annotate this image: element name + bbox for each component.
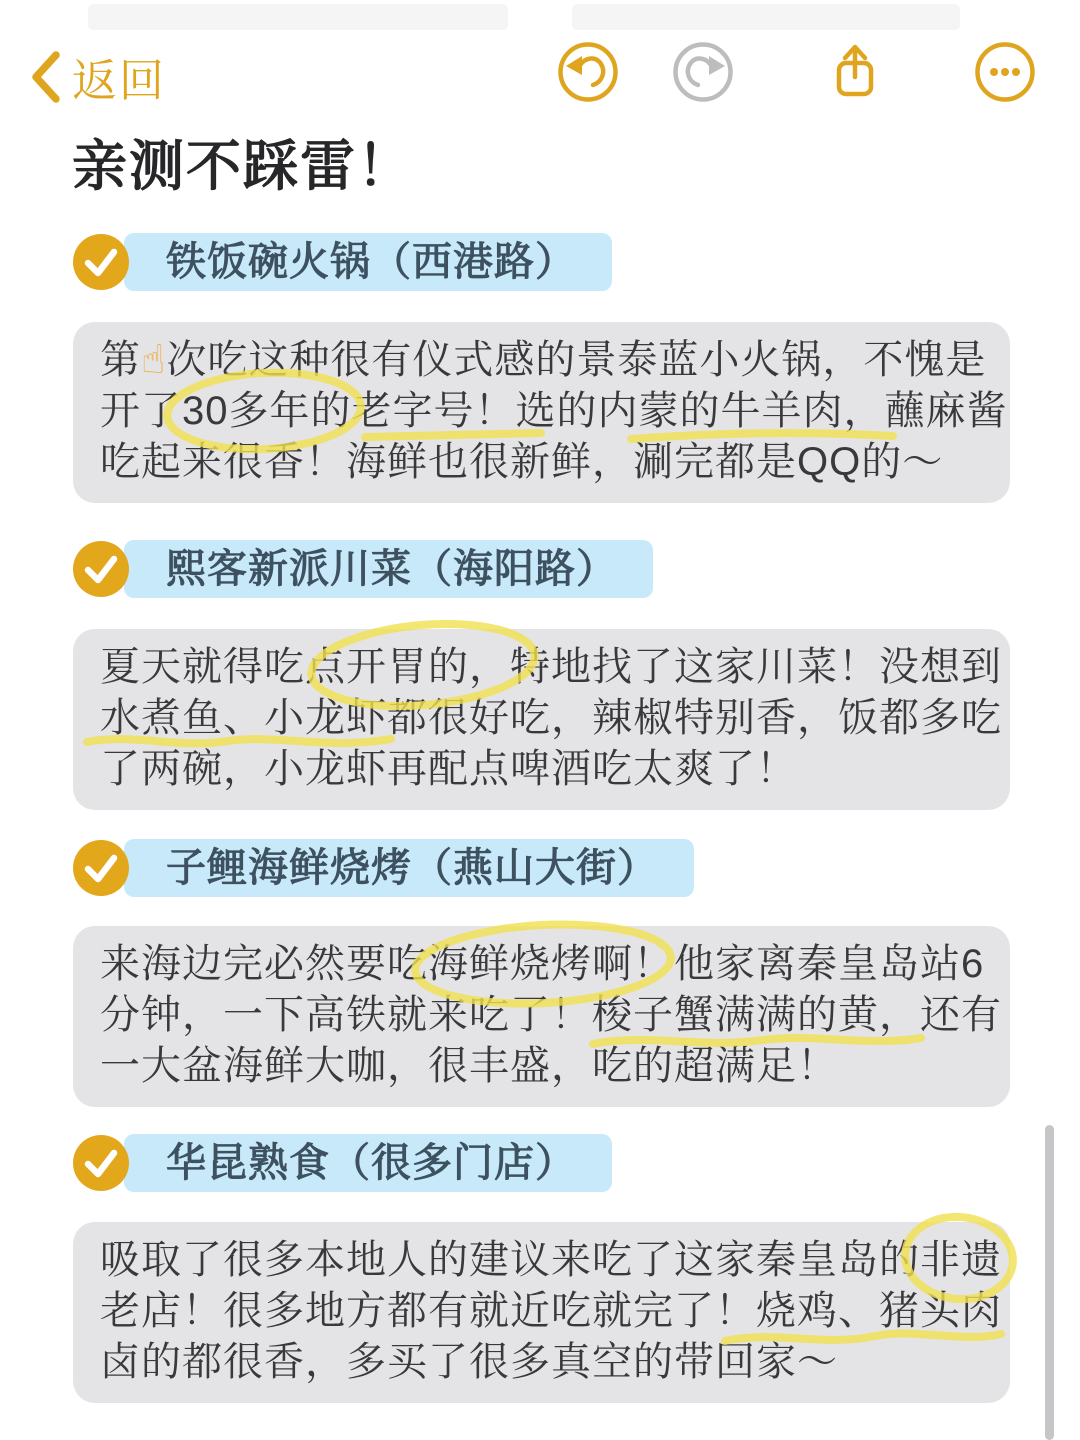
check-icon	[73, 541, 129, 597]
section-tiefanwan	[73, 232, 1010, 503]
undo-icon	[556, 40, 620, 104]
redo-button[interactable]	[671, 40, 735, 104]
review-paragraph[interactable]	[73, 926, 1010, 1107]
review-text-line: 分钟，一下高铁就来吃了！梭子蟹满满的黄，还有	[100, 993, 1002, 1037]
restaurant-name-highlight[interactable]: 子鲤海鲜烧烤（燕山大街）	[124, 839, 694, 897]
review-text-line: 卤的都很香，多买了很多真空的带回家～	[100, 1340, 838, 1384]
share-icon	[823, 40, 887, 104]
check-icon	[73, 840, 129, 896]
review-text-line: 开了30多年的老字号！选的内蒙的牛羊肉，蘸麻酱	[100, 389, 1008, 433]
review-text-line: 一大盆海鲜大咖，很丰盛，吃的超满足！	[100, 1044, 838, 1088]
nav-bar	[0, 0, 1080, 112]
undo-button[interactable]	[556, 40, 620, 104]
section-xike	[73, 539, 1010, 810]
review-text-line: 吸取了很多本地人的建议来吃了这家秦皇岛的非遗	[100, 1238, 1002, 1282]
section-heading-row	[73, 232, 1010, 292]
section-heading-row	[73, 1133, 1010, 1193]
review-text-line: 老店！很多地方都有就近吃就完了！烧鸡、猪头肉	[100, 1289, 1002, 1333]
review-text-line: 了两碗，小龙虾再配点啤酒吃太爽了！	[100, 747, 797, 791]
section-huakun	[73, 1133, 1010, 1403]
restaurant-name-highlight[interactable]: 熙客新派川菜（海阳路）	[124, 540, 653, 598]
review-paragraph[interactable]	[73, 322, 1010, 503]
note-title[interactable]: 亲测不踩雷！	[72, 135, 415, 197]
review-text-line: 吃起来很香！海鲜也很新鲜，涮完都是QQ的～	[100, 440, 944, 484]
review-paragraph[interactable]	[73, 629, 1010, 810]
more-ellipsis-icon	[973, 40, 1037, 104]
back-button[interactable]	[28, 44, 166, 109]
scrollbar[interactable]	[1045, 1125, 1054, 1440]
check-icon	[73, 234, 129, 290]
section-zili	[73, 838, 1010, 1107]
redo-icon	[671, 40, 735, 104]
back-button-label: 返回	[72, 55, 167, 106]
review-text-line: 水煮鱼、小龙虾都很好吃，辣椒特别香，饭都多吃	[100, 696, 1002, 740]
review-text-line: 夏天就得吃点开胃的，特地找了这家川菜！没想到	[100, 645, 1002, 689]
share-button[interactable]	[823, 40, 887, 104]
section-heading-row	[73, 838, 1010, 898]
restaurant-name-highlight[interactable]: 华昆熟食（很多门店）	[124, 1134, 612, 1192]
more-button[interactable]	[973, 40, 1037, 104]
check-icon	[73, 1135, 129, 1191]
review-text-line: 第☝次吃这种很有仪式感的景泰蓝小火锅，不愧是	[100, 338, 987, 382]
review-paragraph[interactable]	[73, 1222, 1010, 1403]
restaurant-name-highlight[interactable]: 铁饭碗火锅（西港路）	[124, 233, 612, 291]
pointing-up-emoji: ☝	[141, 338, 167, 382]
review-text-line: 来海边完必然要吃海鲜烧烤啊！他家离秦皇岛站6	[100, 942, 985, 986]
section-heading-row	[73, 539, 1010, 599]
back-chevron-icon	[28, 48, 62, 106]
